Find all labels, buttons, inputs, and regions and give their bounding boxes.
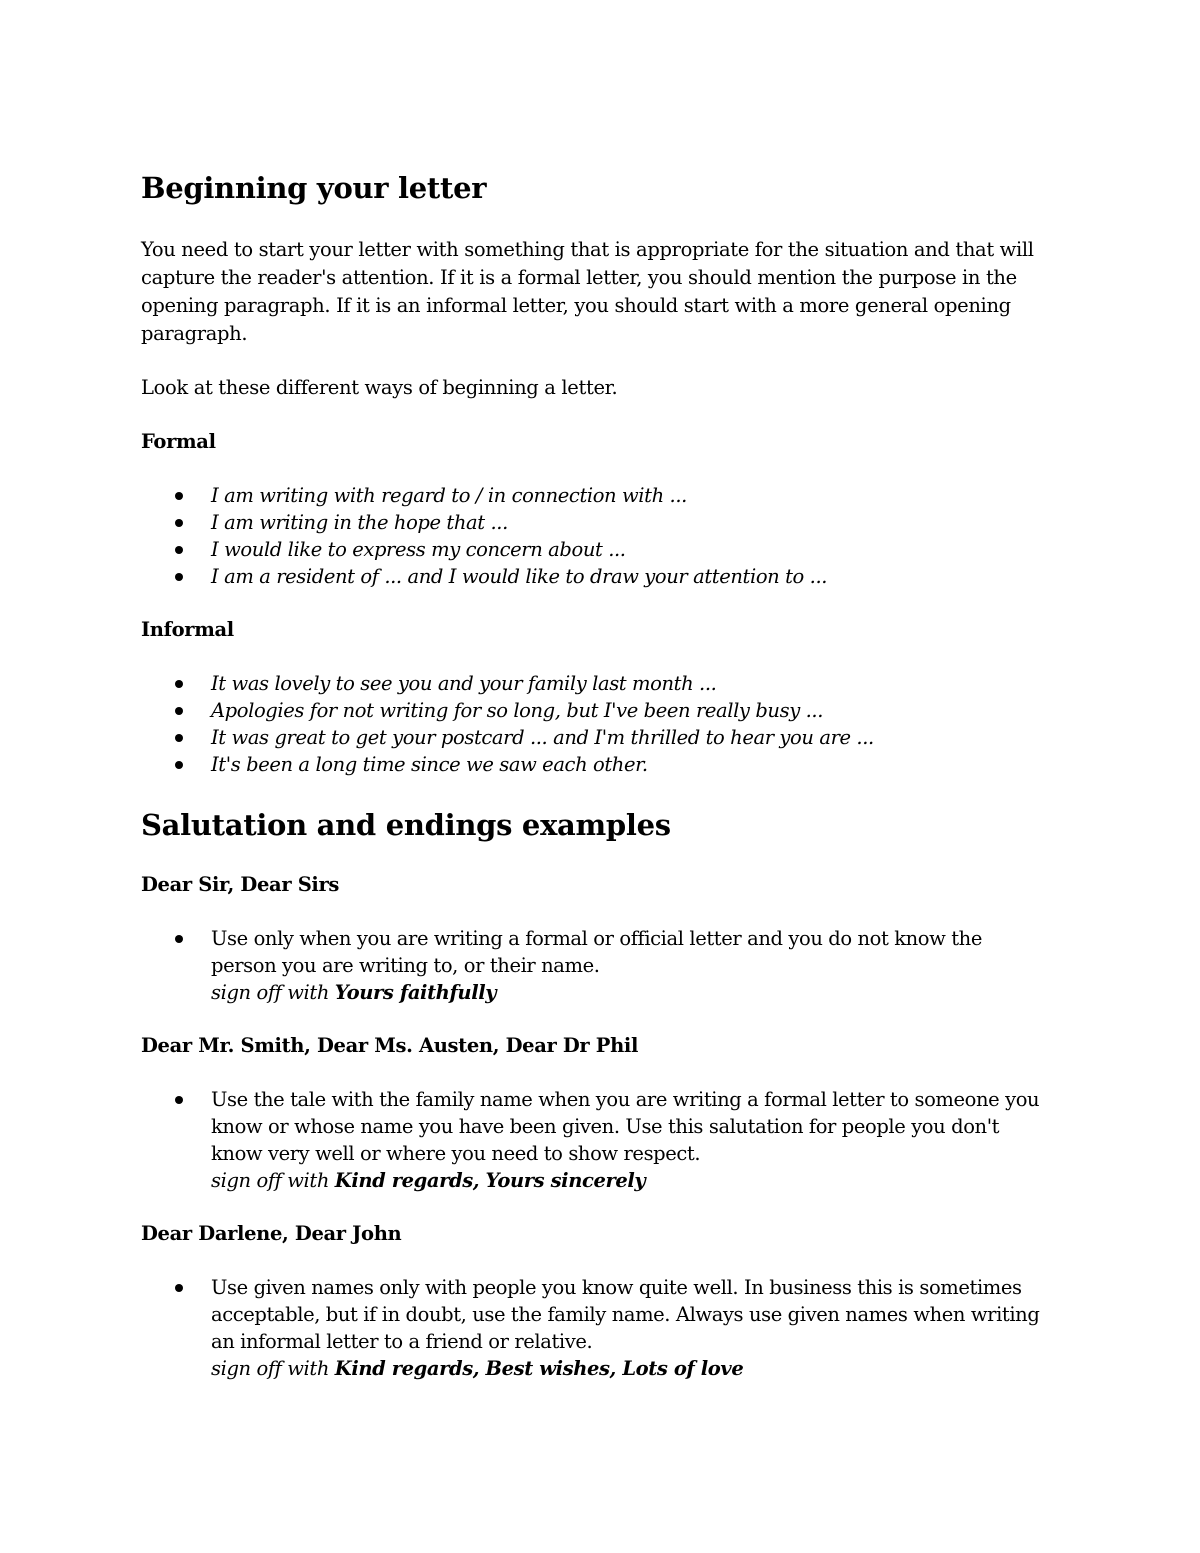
signoff-phrase: Kind regards, Best wishes, Lots of love bbox=[334, 1357, 744, 1380]
lookat-paragraph: Look at these different ways of beginning a letter. bbox=[141, 376, 618, 399]
bullet-icon bbox=[175, 519, 183, 527]
bullet-icon bbox=[175, 573, 183, 581]
bullet-icon bbox=[175, 492, 183, 500]
list-item bbox=[141, 670, 1050, 697]
bullet-icon bbox=[175, 680, 183, 688]
bullet-icon bbox=[175, 1284, 183, 1292]
bullet-icon bbox=[175, 546, 183, 554]
list-item-text: I would like to express my concern about ... bbox=[211, 538, 626, 561]
salutation-list-sir bbox=[141, 925, 1050, 1006]
salutation-list-given-names bbox=[141, 1274, 1050, 1382]
bullet-icon bbox=[175, 734, 183, 742]
list-item-text: It was great to get your postcard ... and I'm thrilled to hear you are ... bbox=[211, 726, 874, 749]
signoff-prefix: sign off with bbox=[211, 1169, 335, 1192]
list-item bbox=[141, 724, 1050, 751]
informal-heading: Informal bbox=[141, 618, 234, 641]
list-item bbox=[141, 1274, 1050, 1382]
informal-list bbox=[141, 670, 1050, 778]
signoff-prefix: sign off with bbox=[211, 1357, 335, 1380]
list-item-text: I am writing in the hope that ... bbox=[211, 511, 508, 534]
formal-heading: Formal bbox=[141, 430, 216, 453]
list-item-text: Use only when you are writing a formal or official letter and you do not know the person you are writing to, or their name. bbox=[211, 927, 982, 977]
bullet-icon bbox=[175, 1096, 183, 1104]
list-item-text: Use the tale with the family name when you are writing a formal letter to someone you know or whose name you have been given. Use this salutation for people you don't know very well or where you need to show respect. bbox=[211, 1088, 1040, 1165]
signoff-line bbox=[211, 1167, 1050, 1194]
list-item bbox=[141, 563, 1050, 590]
signoff-line bbox=[211, 979, 1050, 1006]
signoff-prefix: sign off with bbox=[211, 981, 335, 1004]
bullet-icon bbox=[175, 707, 183, 715]
signoff-line bbox=[211, 1355, 1050, 1382]
list-item bbox=[141, 751, 1050, 778]
signoff-phrase: Kind regards, Yours sincerely bbox=[334, 1169, 646, 1192]
formal-list bbox=[141, 482, 1050, 590]
list-item-text: Apologies for not writing for so long, but I've been really busy ... bbox=[211, 699, 824, 722]
salutation-heading-title: Dear Mr. Smith, Dear Ms. Austen, Dear Dr Phil bbox=[141, 1034, 639, 1057]
list-item bbox=[141, 697, 1050, 724]
list-item bbox=[141, 1086, 1050, 1194]
signoff-phrase: Yours faithfully bbox=[334, 981, 497, 1004]
list-item-text: It was lovely to see you and your family last month ... bbox=[211, 672, 717, 695]
salutation-heading-given-names: Dear Darlene, Dear John bbox=[141, 1222, 402, 1245]
list-item bbox=[141, 482, 1050, 509]
list-item bbox=[141, 925, 1050, 1006]
section-title-beginning: Beginning your letter bbox=[141, 171, 487, 205]
bullet-icon bbox=[175, 761, 183, 769]
salutation-heading-sir: Dear Sir, Dear Sirs bbox=[141, 873, 340, 896]
list-item-text: Use given names only with people you know quite well. In business this is sometimes acceptable, but if in doubt, use the family name. Always use given names when writing an informal letter to a friend or relative. bbox=[211, 1276, 1040, 1353]
intro-paragraph: You need to start your letter with something that is appropriate for the situation and that will capture the reader's attention. If it is a formal letter, you should mention the purpose in the opening paragraph. If it is an informal letter, you should start with a more general opening paragraph. bbox=[141, 238, 1034, 345]
list-item-text: It's been a long time since we saw each other. bbox=[211, 753, 648, 776]
list-item-text: I am a resident of ... and I would like to draw your attention to ... bbox=[211, 565, 828, 588]
list-item bbox=[141, 536, 1050, 563]
salutation-list-title bbox=[141, 1086, 1050, 1194]
section-title-salutation: Salutation and endings examples bbox=[141, 808, 671, 842]
bullet-icon bbox=[175, 935, 183, 943]
list-item-text: I am writing with regard to / in connection with ... bbox=[211, 484, 687, 507]
list-item bbox=[141, 509, 1050, 536]
